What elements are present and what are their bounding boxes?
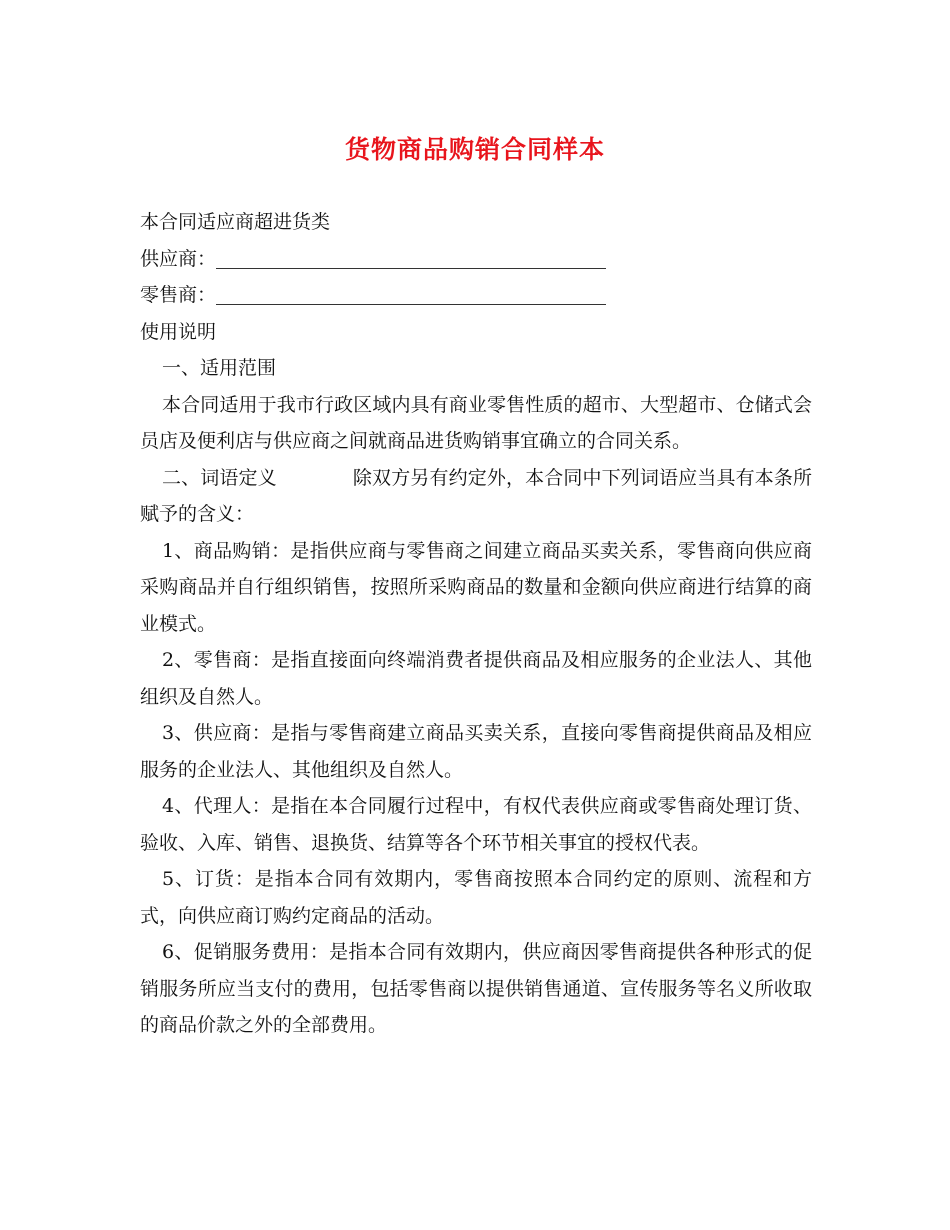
definition-item: 5、订货：是指本合同有效期内，零售商按照本合同约定的原则、流程和方式，向供应商订购约定商品的活动。 — [140, 868, 812, 927]
definition-item: 1、商品购销：是指供应商与零售商之间建立商品买卖关系，零售商向供应商采购商品并自行组织销售，按照所采购商品的数量和金额向供应商进行结算的商业模式。 — [140, 539, 812, 635]
terms-heading: 二、词语定义 — [162, 466, 277, 489]
retailer-line — [140, 277, 812, 314]
terms-paragraph — [140, 460, 812, 533]
usage-heading: 使用说明 — [140, 320, 217, 343]
retailer-label: 零售商： — [140, 284, 217, 306]
supplier-blank-field — [216, 246, 606, 269]
document-title: 货物商品购销合同样本 — [344, 135, 605, 164]
terms-intro: 除双方另有约定外，本合同中下列词语应当具有本条所赋予的含义： — [140, 466, 812, 525]
scope-paragraph: 本合同适用于我市行政区域内具有商业零售性质的超市、大型超市、仓储式会员店及便利店与供应商之间就商品进货购销事宜确立的合同关系。 — [140, 393, 812, 452]
definition-item: 6、促销服务费用：是指本合同有效期内，供应商因零售商提供各种形式的促销服务所应当支付的费用，包括零售商以提供销售通道、宣传服务等名义所收取的商品价款之外的全部费用。 — [140, 941, 812, 1036]
definition-item: 2、零售商：是指直接面向终端消费者提供商品及相应服务的企业法人、其他组织及自然人。 — [140, 649, 812, 708]
scope-heading: 一、适用范围 — [162, 357, 277, 379]
supplier-label: 供应商： — [140, 247, 217, 270]
supplier-line — [140, 241, 812, 278]
definition-item: 4、代理人：是指在本合同履行过程中，有权代表供应商或零售商处理订货、验收、入库、销售、退换货、结算等各个环节相关事宜的授权代表。 — [140, 795, 812, 854]
intro-line: 本合同适应商超进货类 — [140, 211, 331, 233]
definition-item: 3、供应商：是指与零售商建立商品买卖关系，直接向零售商提供商品及相应服务的企业法人、其他组织及自然人。 — [140, 722, 812, 781]
document-body — [140, 204, 812, 1044]
retailer-blank-field — [216, 282, 606, 305]
